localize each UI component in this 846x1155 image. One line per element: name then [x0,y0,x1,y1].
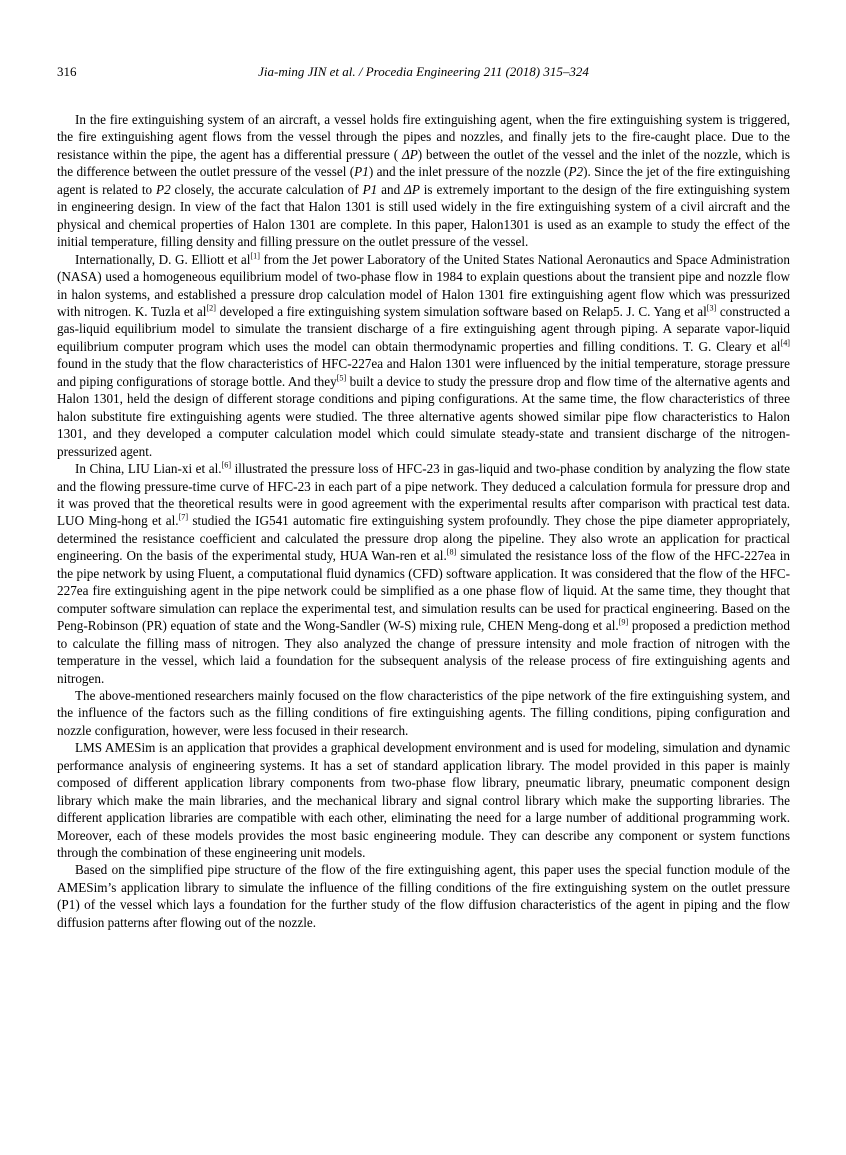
paragraph-2: Internationally, D. G. Elliott et al[1] from the Jet power Laboratory of the United States National Aeronautics and Space Administration (NASA) used a homogeneous equilibrium model of two-phase flow in 1984 to explain questions about the transient pipe and nozzle flow in halon systems, and established a pressure drop calculation model of Halon 1301 fire extinguishing agent flow which was pressurized with nitrogen. K. Tuzla et al[2] developed a fire extinguishing system simulation software based on Relap5. J. C. Yang et al[3] constructed a gas-liquid equilibrium model to simulate the transient discharge of a fire extinguishing agent through piping. A separate vapor-liquid equilibrium computer program which uses the model can obtain thermodynamic properties and filling conditions. T. G. Cleary et al[4] found in the study that the flow characteristics of HFC-227ea and Halon 1301 were influenced by the initial temperature, storage pressure and piping configurations of storage bottle. And they[5] built a device to study the pressure drop and flow time of the alternative agents and Halon 1301, held the design of different storage conditions and piping configurations. At the same time, the flow characteristics of three halon substitute fire extinguishing agents were studied. The three alternative agents showed similar pipe flow characteristics to Halon 1301, and they developed a computer calculation model which could simulate steady-state and transient discharge of the nitrogen-pressurized agent. [57,251,790,459]
paragraph-1: In the fire extinguishing system of an aircraft, a vessel holds fire extinguishing agent, when the fire extinguishing system is triggered, the fire extinguishing agent flows from the vessel through the pipes and nozzles, and finally jets to the fire-caught place. Due to the resistance within the pipe, the agent has a differential pressure ( ΔP) between the outlet of the vessel and the inlet of the nozzle, which is the difference between the outlet pressure of the vessel (P1) and the inlet pressure of the nozzle (P2). Since the jet of the fire extinguishing agent is related to P2 closely, the accurate calculation of P1 and ΔP is extremely important to the design of the fire extinguishing system in engineering design. In view of the fact that Halon 1301 is still used widely in the fire extinguishing system of a civil aircraft and the physical and chemical properties of Halon 1301 are complete. In this paper, Halon1301 is used as an example to study the effect of the initial temperature, filling density and filling pressure on the outlet pressure of the vessel. [57,112,791,250]
paragraph-6: Based on the simplified pipe structure of the flow of the fire extinguishing agent, this paper uses the special function module of the AMESim’s application library to simulate the influence of the filling conditions of the fire extinguishing system on the outlet pressure (P1) of the vessel which lays a foundation for the further study of the flow diffusion characteristics of the agent in piping and the flow diffusion patterns after flowing out of the nozzle. [57,862,790,930]
running-header [57,0,790,80]
paragraph-4: The above-mentioned researchers mainly focused on the flow characteristics of the pipe network of the fire extinguishing system, and the influence of the factors such as the filling conditions of fire extinguishing agents. The filling conditions, piping configuration and nozzle configuration, however, were less focused in their research. [57,687,790,738]
running-title: Jia-ming JIN et al. / Procedia Engineering 211 (2018) 315–324 [258,64,589,79]
paragraph-3: In China, LIU Lian-xi et al.[6] illustrated the pressure loss of HFC-23 in gas-liquid and two-phase condition by analyzing the flow state and the flowing pressure-time curve of HFC-23 in each part of a pipe network. They deduced a calculation formula for pressure drop and it was proved that the theoretical results were in good agreement with the experimental results after comparison with practical test data. LUO Ming-hong et al.[7] studied the IG541 automatic fire extinguishing system profoundly. They chose the pipe diameter appropriately, determined the resistance coefficient and calculated the pressure drop along the pipeline. They also wrote an application for practical engineering. On the basis of the experimental study, HUA Wan-ren et al.[8] simulated the resistance loss of the flow of the HFC-227ea in the pipe network by using Fluent, a computational fluid dynamics (CFD) software application. It was considered that the flow of the HFC-227ea fire extinguishing agent in the pipe network could be simplified as a one phase flow of liquid. At the same time, they thought that computer software simulation can replace the experimental test, and simulation results can be used for practical engineering. Based on the Peng-Robinson (PR) equation of state and the Wong-Sandler (W-S) mixing rule, CHEN Meng-dong et al.[9] proposed a prediction method to calculate the filling mass of nitrogen. They also analyzed the change of pressure intensity and mole fraction of nitrogen with the temperature in the vessel, which laid a foundation for the subsequent analysis of the release process of fire extinguishing agents and nitrogen. [57,460,791,686]
page-number: 316 [57,64,77,79]
article-body [57,111,790,931]
paragraph-5: LMS AMESim is an application that provides a graphical development environment and is used for modeling, simulation and dynamic performance analysis of engineering systems. It has a set of standard application library. The model provided in this paper is mainly composed of different application library components from two-phase flow library, pneumatic library, pneumatic component design library which make the main libraries, and the mechanical library and signal control library which make the supporting libraries. The different application libraries are compatible with each other, eliminating the need for a large number of additional programming work. Moreover, each of these models provides the most basic engineering module. They can describe any component or system functions through the combination of these engineering unit models. [57,740,790,861]
page-content [57,0,790,931]
